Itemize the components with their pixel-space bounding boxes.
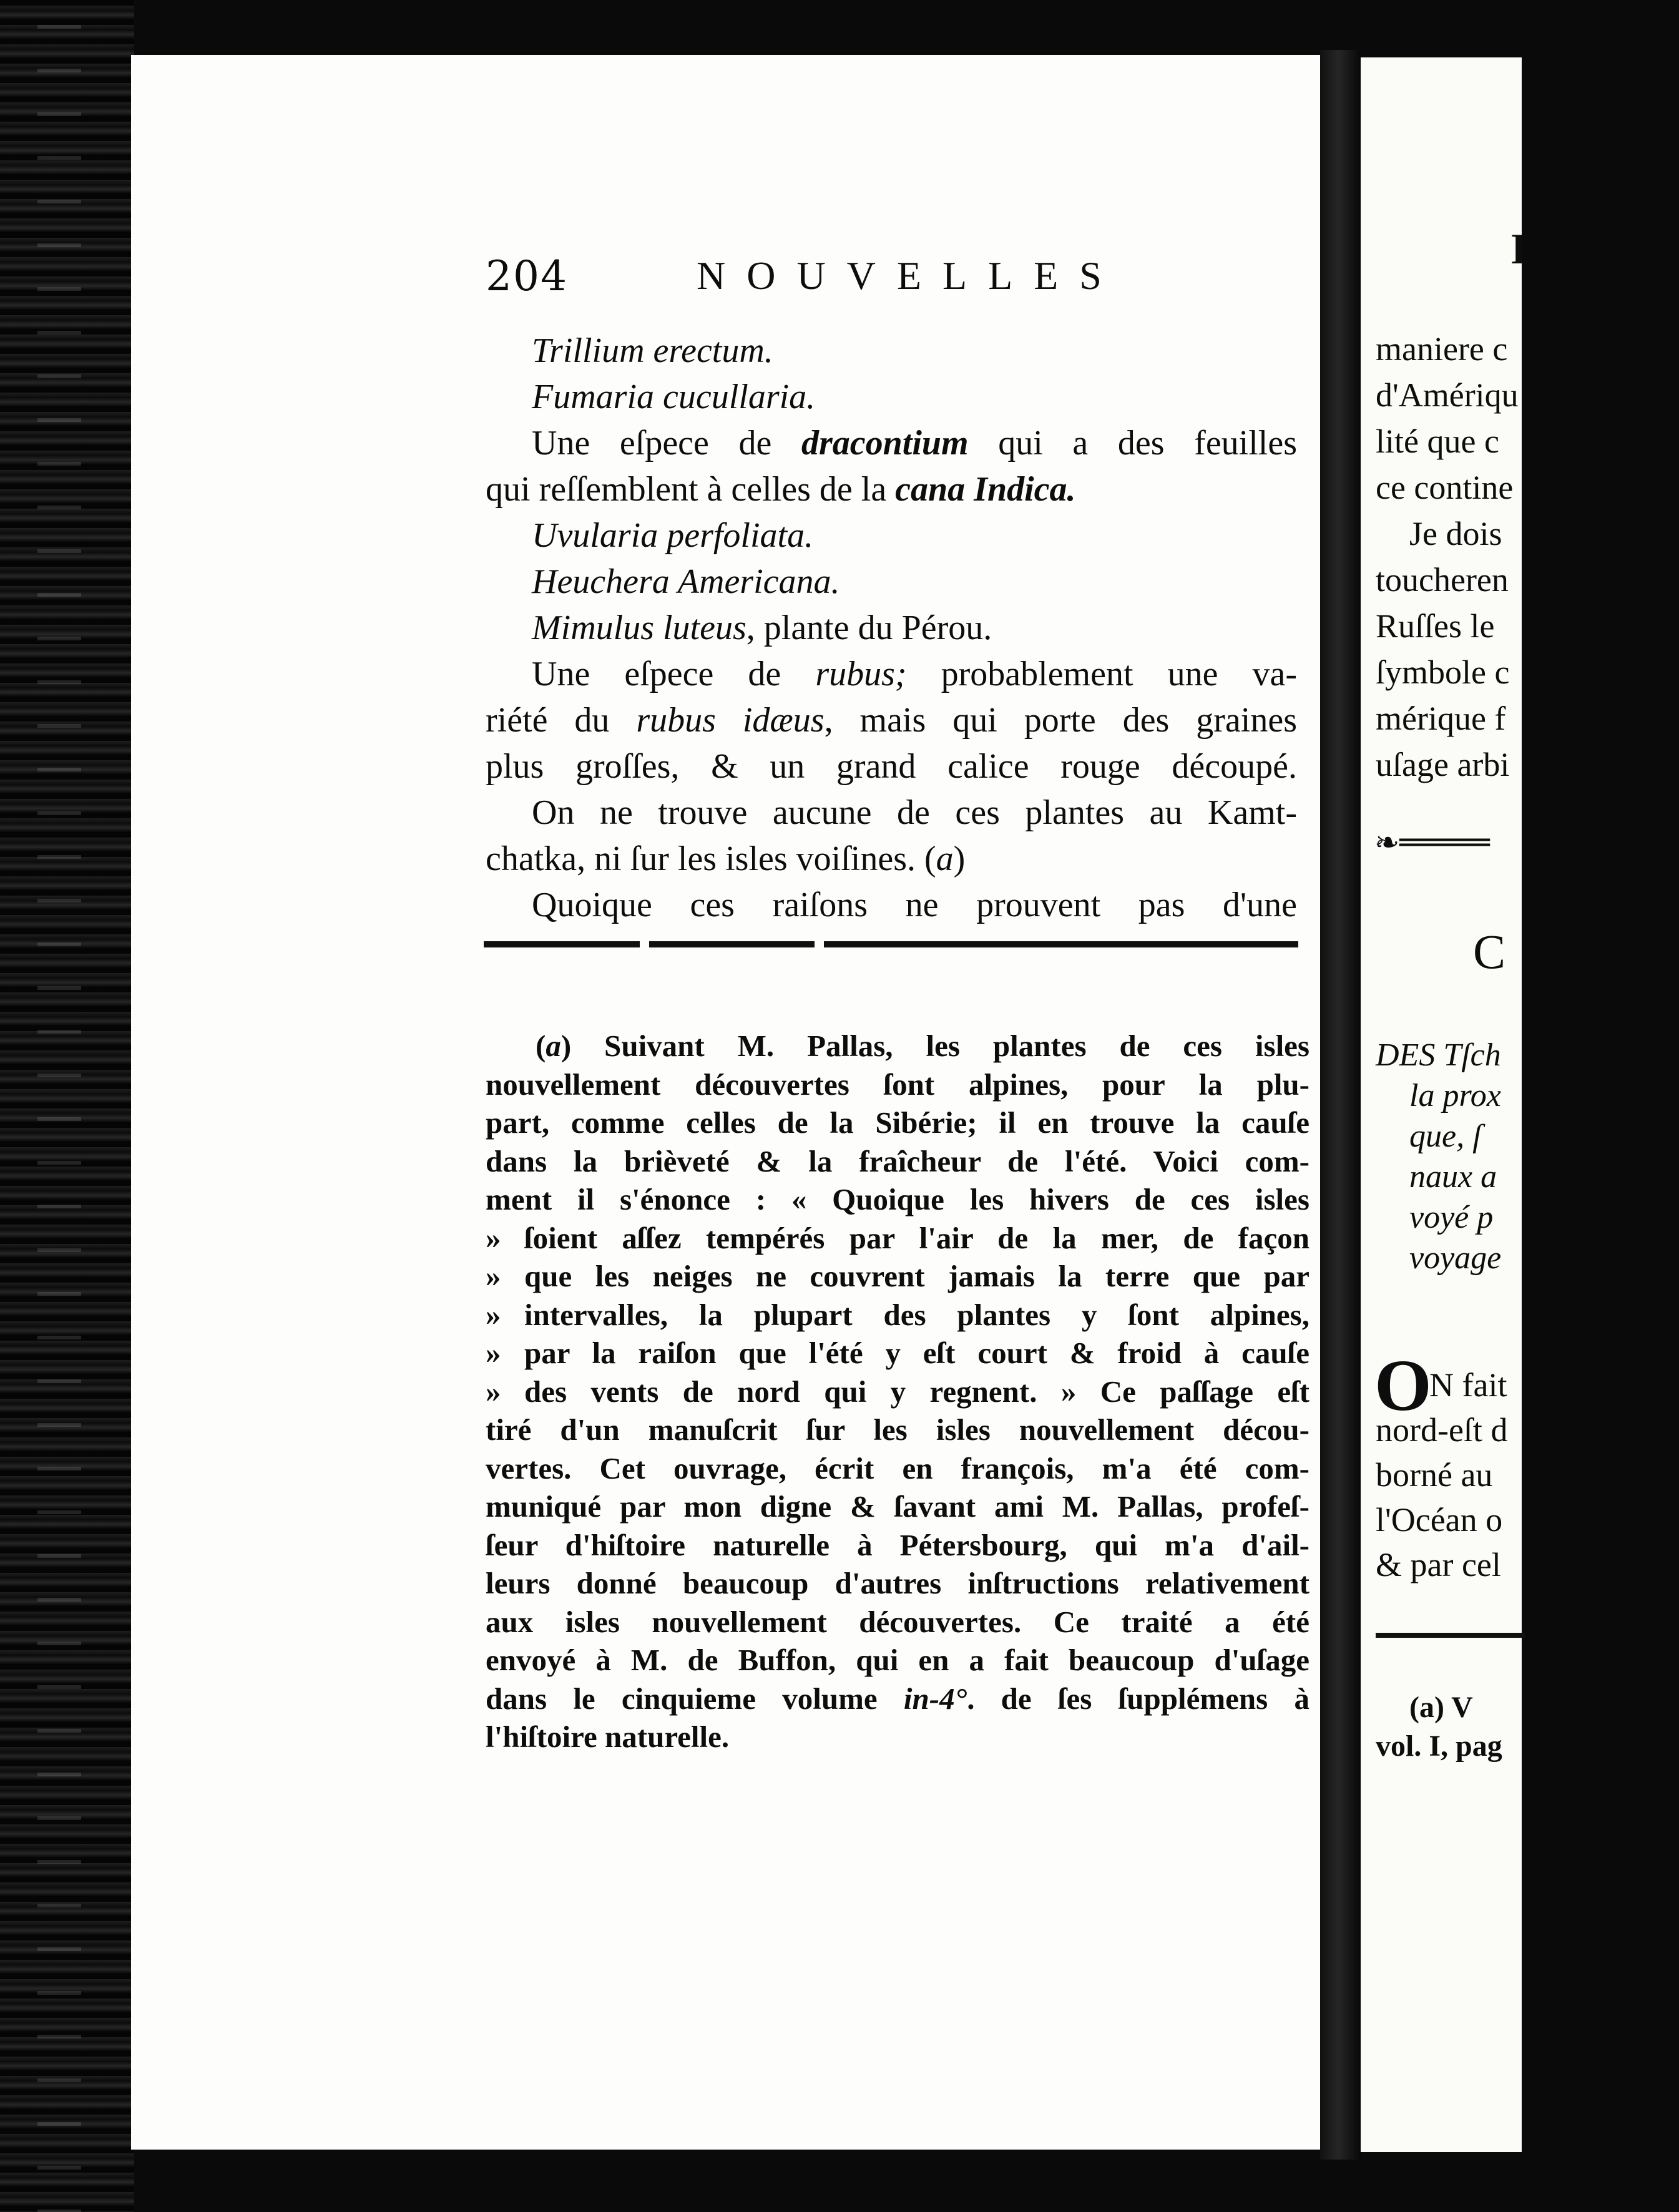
text-run: riété du — [486, 701, 637, 740]
text-run: On ne trouve aucune de ces plantes au Kamt- — [532, 793, 1297, 832]
footnote-line — [486, 1180, 1309, 1218]
text-run: , plante du Pérou. — [746, 609, 992, 647]
right-text-line: mérique f — [1376, 700, 1506, 737]
right-text-line: borné au — [1376, 1456, 1493, 1494]
footnote-line — [486, 1449, 1309, 1487]
quote-mark: » — [486, 1259, 501, 1293]
right-text-line: ce contine — [1376, 469, 1514, 506]
text-run: probablement une va- — [906, 655, 1297, 693]
footnote-line — [486, 1104, 1309, 1142]
text-run: ſeur d'hiſtoire naturelle à Pétersbourg, qui m'a d'ail- — [486, 1527, 1309, 1562]
text-run: muniqué par mon digne & ſavant ami M. Pallas, profeſ- — [486, 1489, 1309, 1524]
text-run: dans la brièveté & la fraîcheur de l'été. Voici com- — [486, 1143, 1309, 1178]
chapter-summary-line: DES Tſch — [1376, 1037, 1501, 1073]
footnote-line — [486, 1641, 1309, 1679]
text-run: Uvularia perfoliata. — [532, 516, 814, 555]
text-run: in-4° — [903, 1681, 967, 1716]
footnote-line — [486, 1373, 1309, 1411]
chapter-summary-line: que, ſ — [1409, 1118, 1482, 1154]
text-run: plus groſſes, & un grand calice rouge découpé. — [486, 747, 1297, 786]
text-run: l'hiſtoire naturelle. — [486, 1720, 730, 1754]
text-run: cana Indica. — [895, 470, 1076, 509]
footnote-line — [486, 1219, 1309, 1257]
footnote-line — [486, 1680, 1309, 1718]
text-run: intervalles, la plupart des plantes y ſont alpines, — [524, 1297, 1309, 1332]
right-text-line: N fait — [1429, 1366, 1507, 1404]
body-line — [532, 420, 1297, 466]
body-line — [532, 882, 1297, 928]
text-run: dracontium — [801, 424, 969, 462]
text-run: ( — [536, 1029, 546, 1063]
footnote-line — [486, 1296, 1309, 1334]
footnote-line — [486, 1334, 1309, 1372]
body-line — [532, 512, 1297, 559]
body-line — [486, 466, 1297, 512]
chapter-summary-line: voyage — [1409, 1240, 1502, 1276]
text-run: rubus idæus — [636, 701, 825, 740]
right-footnote-line: vol. I, pag — [1376, 1730, 1502, 1763]
text-run: vertes. Cet ouvrage, écrit en françois, m'a été com- — [486, 1451, 1309, 1485]
body-line — [486, 743, 1297, 790]
text-run: par la raiſon que l'été y eſt court & froid à cauſe — [524, 1336, 1309, 1370]
text-run: Mimulus luteus — [532, 609, 746, 647]
text-run: tiré d'un manuſcrit ſur les isles nouvellement décou- — [486, 1412, 1309, 1447]
right-text-line: ſymbole c — [1376, 653, 1510, 691]
footnote-line — [486, 1065, 1309, 1104]
text-run: Trillium erectum. — [532, 331, 773, 370]
chapter-summary-line: voyé p — [1409, 1200, 1494, 1235]
book-gutter — [1320, 50, 1361, 2160]
right-text-line: lité que c — [1376, 423, 1499, 460]
footnote-line — [486, 1603, 1309, 1641]
right-text-line: Je dois — [1409, 515, 1502, 552]
quote-mark: » — [486, 1297, 501, 1332]
running-head: NOUVELLES — [697, 253, 1123, 298]
footnote-line — [486, 1526, 1309, 1564]
text-run: aux isles nouvellement découvertes. Ce traité a été — [486, 1604, 1309, 1639]
text-run: chatka, ni ſur les isles voiſines. ( — [486, 839, 936, 878]
footnote-line — [486, 1718, 1309, 1756]
text-run: qui reſſemblent à celles de la — [486, 470, 896, 509]
right-text-line: maniere c — [1376, 330, 1508, 368]
text-run: ment il s'énonce : « Quoique les hivers de ces isles — [486, 1182, 1309, 1216]
body-line — [486, 697, 1297, 743]
text-run: des vents de nord qui y regnent. » Ce paſſage eſt — [524, 1374, 1309, 1409]
footnote-line — [536, 1027, 1309, 1065]
right-text-line: toucheren — [1376, 561, 1509, 599]
text-run: ſoient aſſez tempérés par l'air de la mer, de façon — [524, 1220, 1309, 1255]
footnote-line — [486, 1487, 1309, 1525]
text-run: que les neiges ne couvrent jamais la terre que par — [524, 1259, 1309, 1293]
right-text-line: & par cel — [1376, 1546, 1501, 1583]
text-run: dans le cinquieme volume — [486, 1681, 904, 1716]
body-line — [532, 790, 1297, 836]
body-line — [532, 605, 1297, 651]
drop-cap: O — [1374, 1344, 1432, 1426]
text-run: Fumaria cucullaria. — [532, 378, 816, 416]
text-run: a — [546, 1029, 561, 1063]
right-text-line: d'Amériqu — [1376, 376, 1519, 414]
quote-mark: » — [486, 1220, 501, 1255]
footnote-rule-segment — [484, 941, 640, 947]
footnote-line — [486, 1257, 1309, 1295]
text-run: ) — [953, 839, 966, 878]
text-run: leurs donné beaucoup d'autres inſtructions relativement — [486, 1566, 1309, 1600]
text-run: Heuchera Americana. — [532, 562, 840, 601]
text-run: rubus; — [815, 655, 907, 693]
text-run: a — [936, 839, 954, 878]
right-text-line: nord-eſt d — [1376, 1411, 1508, 1449]
ornament-rule: ❧═════ — [1374, 825, 1490, 860]
text-run: Une eſpece de — [532, 655, 816, 693]
body-line — [532, 328, 1297, 374]
text-run: . de ſes ſupplémens à — [967, 1681, 1309, 1716]
footnote-rule — [1376, 1633, 1525, 1638]
text-run: ) Suivant M. Pallas, les plantes de ces isles — [560, 1029, 1309, 1063]
body-line — [486, 836, 1297, 882]
footnote-line — [486, 1564, 1309, 1602]
chapter-summary-line: la prox — [1409, 1078, 1501, 1113]
right-text-line: uſage arbi — [1376, 746, 1510, 783]
text-run: envoyé à M. de Buffon, qui en a fait beaucoup d'uſage — [486, 1643, 1309, 1677]
quote-mark: » — [486, 1374, 501, 1409]
chapter-summary-line: naux a — [1409, 1159, 1497, 1195]
text-run: , mais qui porte des graines — [824, 701, 1297, 740]
text-run: part, comme celles de la Sibérie; il en trouve la cauſe — [486, 1105, 1309, 1140]
right-running-head: I — [1510, 225, 1528, 273]
footnote-rule-segment — [649, 941, 815, 947]
footnote-line — [486, 1142, 1309, 1180]
text-run: Une eſpece de — [532, 424, 801, 462]
chapter-heading: C — [1473, 924, 1506, 979]
page-number: 204 — [486, 252, 568, 300]
text-run: Quoique ces raiſons ne prouvent pas d'une — [532, 886, 1297, 924]
scan-noise — [37, 0, 81, 2212]
text-run: nouvellement découvertes ſont alpines, pour la plu- — [486, 1067, 1309, 1102]
footnote-line — [486, 1411, 1309, 1449]
body-line — [532, 559, 1297, 605]
right-footnote-line: (a) V — [1409, 1691, 1473, 1724]
right-text-line: Ruſſes le — [1376, 607, 1495, 645]
body-line — [532, 651, 1297, 697]
quote-mark: » — [486, 1336, 501, 1370]
text-run: qui a des feuilles — [968, 424, 1297, 462]
body-line — [532, 374, 1297, 420]
right-text-line: l'Océan o — [1376, 1501, 1503, 1539]
footnote-rule-segment — [824, 941, 1298, 947]
